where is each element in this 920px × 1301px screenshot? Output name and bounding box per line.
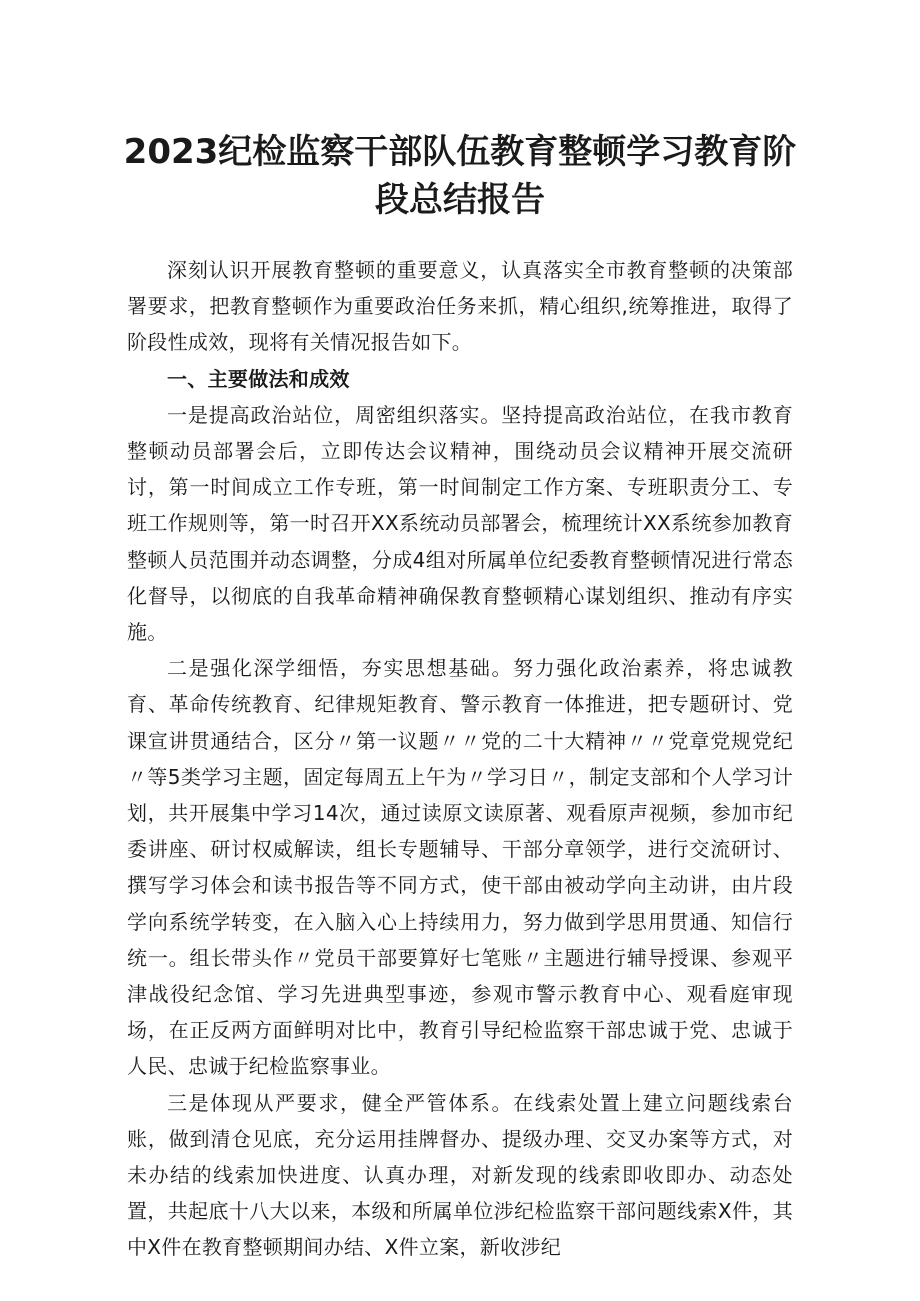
section-heading: 一、主要做法和成效 — [167, 366, 350, 391]
paragraph-1: 一是提高政治站位，周密组织落实。坚持提高政治站位，在我市教育整顿动员部署会后，立即传达会议精神，围绕动员会议精神开展交流研讨，第一时间成立工作专班，第一时间制定工作方案、专班职责分工、专班工作规则等，第一时召开XX系统动员部署会，梳理统计XX系统参加教育整顿人员范围并动态调整，分成4组对所属单位纪委教育整顿情况进行常态化督导，以彻底的自我革命精神确保教育整顿精心谋划组织、推动有序实施。 — [127, 402, 793, 645]
paragraph-2: 二是强化深学细悟，夯实思想基础。努力强化政治素养，将忠诚教育、革命传统教育、纪律规矩教育、警示教育一体推进，把专题研讨、党课宣讲贯通结合，区分〃第一议题〃〃党的二十大精神〃〃党章党规党纪〃等5类学习主题，固定每周五上午为〃学习日〃，制定支部和个人学习计划，共开展集中学习14次，通过读原文读原著、观看原声视频，参加市纪委讲座、研讨权威解读，组长专题辅导、干部分章领学，进行交流研讨、撰写学习体会和读书报告等不同方式，使干部由被动学向主动讲，由片段学向系统学转变，在入脑入心上持续用力，努力做到学思用贯通、知信行统一。组长带头作〃党员干部要算好七笔账〃主题进行辅导授课、参观平津战役纪念馆、学习先进典型事迹，参观市警示教育中心、观看庭审现场，在正反两方面鲜明对比中，教育引导纪检监察干部忠诚于党、忠诚于人民、忠诚于纪检监察事业。 — [127, 656, 793, 1079]
intro-paragraph: 深刻认识开展教育整顿的重要意义，认真落实全市教育整顿的决策部署要求，把教育整顿作为重要政治任务来抓，精心组织,统筹推进，取得了阶段性成效，现将有关情况报告如下。 — [127, 258, 793, 355]
document-body — [127, 252, 793, 1266]
document-title — [100, 128, 820, 224]
paragraph-3: 三是体现从严要求，健全严管体系。在线索处置上建立问题线索台账，做到清仓见底，充分运用挂牌督办、提级办理、交叉办案等方式，对未办结的线索加快进度、认真办理，对新发现的线索即收即办、动态处置，共起底十八大以来，本级和所属单位涉纪检监察干部问题线索X件，其中X件在教育整顿期间办结、X件立案，新收涉纪 — [127, 1090, 793, 1260]
title-line-2: 段总结报告 — [375, 180, 545, 220]
title-line-1: 2023纪检监察干部队伍教育整顿学习教育阶 — [123, 132, 797, 172]
